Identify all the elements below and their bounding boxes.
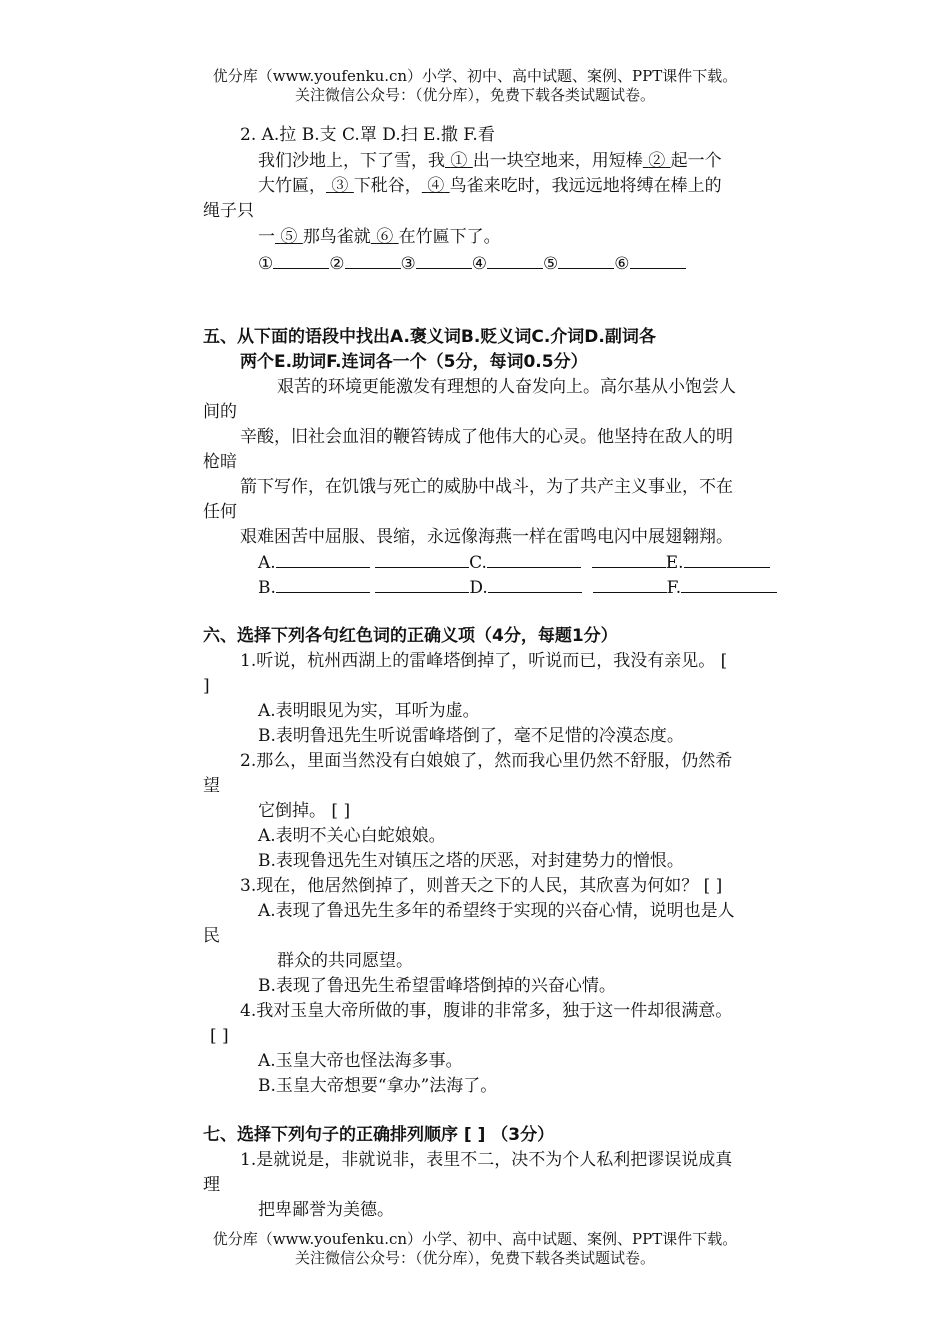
answer-blank-b1[interactable] xyxy=(276,576,370,593)
answer-blank-e[interactable] xyxy=(684,551,770,568)
answer-blank-a1[interactable] xyxy=(276,551,370,568)
answer-blank-1[interactable] xyxy=(273,252,329,269)
answer-blank-b2[interactable] xyxy=(375,576,469,593)
answer-label-2: ② xyxy=(329,254,345,274)
answer-label-3: ③ xyxy=(400,254,416,274)
question-line: 2.那么，里面当然没有白娘娘了，然而我心里仍然不舒服，仍然希 xyxy=(240,751,733,771)
answer-blank-d1[interactable] xyxy=(488,576,582,593)
blank-mark-3: ③ xyxy=(331,176,349,196)
q2-text: 大竹匾， xyxy=(258,176,326,196)
option-line: B.表现了鲁迅先生希望雷峰塔倒掉的兴奋心情。 xyxy=(258,976,616,996)
answer-blank-4[interactable] xyxy=(487,252,543,269)
question-line: 1.是就说是，非就说非，表里不二，决不为个人私利把谬误说成真 xyxy=(240,1150,733,1170)
q2-text: 在竹匾下了。 xyxy=(398,227,501,247)
blank-mark-2: ② xyxy=(648,151,666,171)
passage-line: 艰难困苦中屈服、畏缩，永远像海燕一样在雷鸣电闪中展翅翱翔。 xyxy=(240,527,733,547)
answer-row-ace xyxy=(258,551,950,574)
option-line: B.玉皇大帝想要“拿办”法海了。 xyxy=(258,1076,498,1096)
answer-row-bdf xyxy=(258,576,950,599)
header-line-2: 关注微信公众号：（优分库），免费下载各类试题试卷。 xyxy=(294,86,655,104)
passage-line: 间的 xyxy=(203,402,237,422)
answer-blank-2[interactable] xyxy=(345,252,401,269)
answer-label-b: B. xyxy=(258,578,276,598)
answer-label-c: C. xyxy=(469,553,487,573)
q2-text: 那鸟雀就 xyxy=(302,227,371,247)
answer-label-6: ⑥ xyxy=(614,254,630,274)
option-line: B.表明鲁迅先生听说雷峰塔倒了，毫不足惜的冷漠态度。 xyxy=(258,726,684,746)
answer-blank-f[interactable] xyxy=(681,576,777,593)
answer-blank-5[interactable] xyxy=(558,252,614,269)
answer-label-f: F. xyxy=(666,578,682,598)
question-line: 它倒掉。 [ ] xyxy=(258,801,351,821)
q2-text: 鸟雀来吃时，我远远地将缚在棒上的 xyxy=(449,176,722,196)
answer-label-4: ④ xyxy=(471,254,487,274)
q2-options: 2. A.拉 B.支 C.罩 D.扫 E.撒 F.看 xyxy=(240,125,495,145)
passage-line: 艰苦的环境更能激发有理想的人奋发向上。高尔基从小饱尝人 xyxy=(277,377,736,397)
blank-mark-1: ① xyxy=(450,151,468,171)
q2-text: 一 xyxy=(258,227,275,247)
q2-line-4 xyxy=(258,226,950,248)
q2-line-1 xyxy=(258,150,950,172)
answer-label-5: ⑤ xyxy=(543,254,559,274)
section-5-title-2: 两个E.助词F.连词各一个（5分，每词0.5分） xyxy=(240,352,588,372)
footer-line-1: 优分库（www.youfenku.cn）小学、初中、高中试题、案例、PPT课件下载。 xyxy=(212,1230,738,1248)
section-7-title: 七、选择下列句子的正确排列顺序 [ ] （3分） xyxy=(203,1125,555,1145)
answer-blank-6[interactable] xyxy=(630,252,686,269)
q2-line-2 xyxy=(258,175,950,197)
option-line: 群众的共同愿望。 xyxy=(277,951,413,971)
question-line: 望 xyxy=(203,776,220,796)
option-line: A.玉皇大帝也怪法海多事。 xyxy=(258,1051,463,1071)
question-line: 1.听说，杭州西湖上的雷峰塔倒掉了，听说而已，我没有亲见。 [ xyxy=(240,651,728,671)
question-line: 4.我对玉皇大帝所做的事，腹诽的非常多，独于这一件却很满意。 xyxy=(240,1001,733,1021)
q2-text: 我们沙地上，下了雪，我 xyxy=(258,151,445,171)
answer-blank-d2[interactable] xyxy=(593,576,667,593)
answer-label-1: ① xyxy=(258,254,274,274)
footer-line-2: 关注微信公众号：（优分库），免费下载各类试题试卷。 xyxy=(294,1249,655,1267)
question-line: 理 xyxy=(203,1175,220,1195)
option-line: B.表现鲁迅先生对镇压之塔的厌恶，对封建势力的憎恨。 xyxy=(258,851,684,871)
passage-line: 辛酸，旧社会血泪的鞭笞铸成了他伟大的心灵。他坚持在敌人的明 xyxy=(240,427,733,447)
answer-blank-3[interactable] xyxy=(416,252,472,269)
answer-blank-a2[interactable] xyxy=(375,551,469,568)
question-line: 把卑鄙誉为美德。 xyxy=(258,1200,394,1220)
answer-blank-c2[interactable] xyxy=(592,551,666,568)
option-line: A.表明眼见为实，耳听为虚。 xyxy=(258,701,480,721)
q2-answer-row xyxy=(258,252,950,275)
passage-line: 任何 xyxy=(203,502,237,522)
passage-line: 箭下写作，在饥饿与死亡的威胁中战斗，为了共产主义事业，不在 xyxy=(240,477,733,497)
q2-text: 下秕谷， xyxy=(353,176,422,196)
blank-mark-6: ⑥ xyxy=(376,227,394,247)
answer-label-e: E. xyxy=(665,553,684,573)
question-line: [ ] xyxy=(210,1026,229,1046)
answer-blank-c1[interactable] xyxy=(487,551,581,568)
q2-line-3: 绳子只 xyxy=(203,201,254,221)
blank-mark-4: ④ xyxy=(427,176,445,196)
question-line: 3.现在，他居然倒掉了，则普天之下的人民，其欣喜为何如？ [ ] xyxy=(240,876,723,896)
blank-mark-5: ⑤ xyxy=(280,227,298,247)
option-line: A.表明不关心白蛇娘娘。 xyxy=(258,826,446,846)
q2-text: 起一个 xyxy=(670,151,722,171)
section-5-title-1: 五、从下面的语段中找出A.褒义词B.贬义词C.介词D.副词各 xyxy=(203,327,656,347)
option-line: A.表现了鲁迅先生多年的希望终于实现的兴奋心情，说明也是人 xyxy=(258,901,735,921)
header-line-1: 优分库（www.youfenku.cn）小学、初中、高中试题、案例、PPT课件下载。 xyxy=(212,67,738,85)
section-6-title: 六、选择下列各句红色词的正确义项（4分，每题1分） xyxy=(203,626,618,646)
passage-line: 枪暗 xyxy=(203,452,237,472)
answer-label-a: A. xyxy=(258,553,276,573)
option-line: 民 xyxy=(203,926,220,946)
question-line: ] xyxy=(203,676,210,696)
q2-text: 出一块空地来，用短棒 xyxy=(472,151,643,171)
answer-label-d: D. xyxy=(469,578,488,598)
